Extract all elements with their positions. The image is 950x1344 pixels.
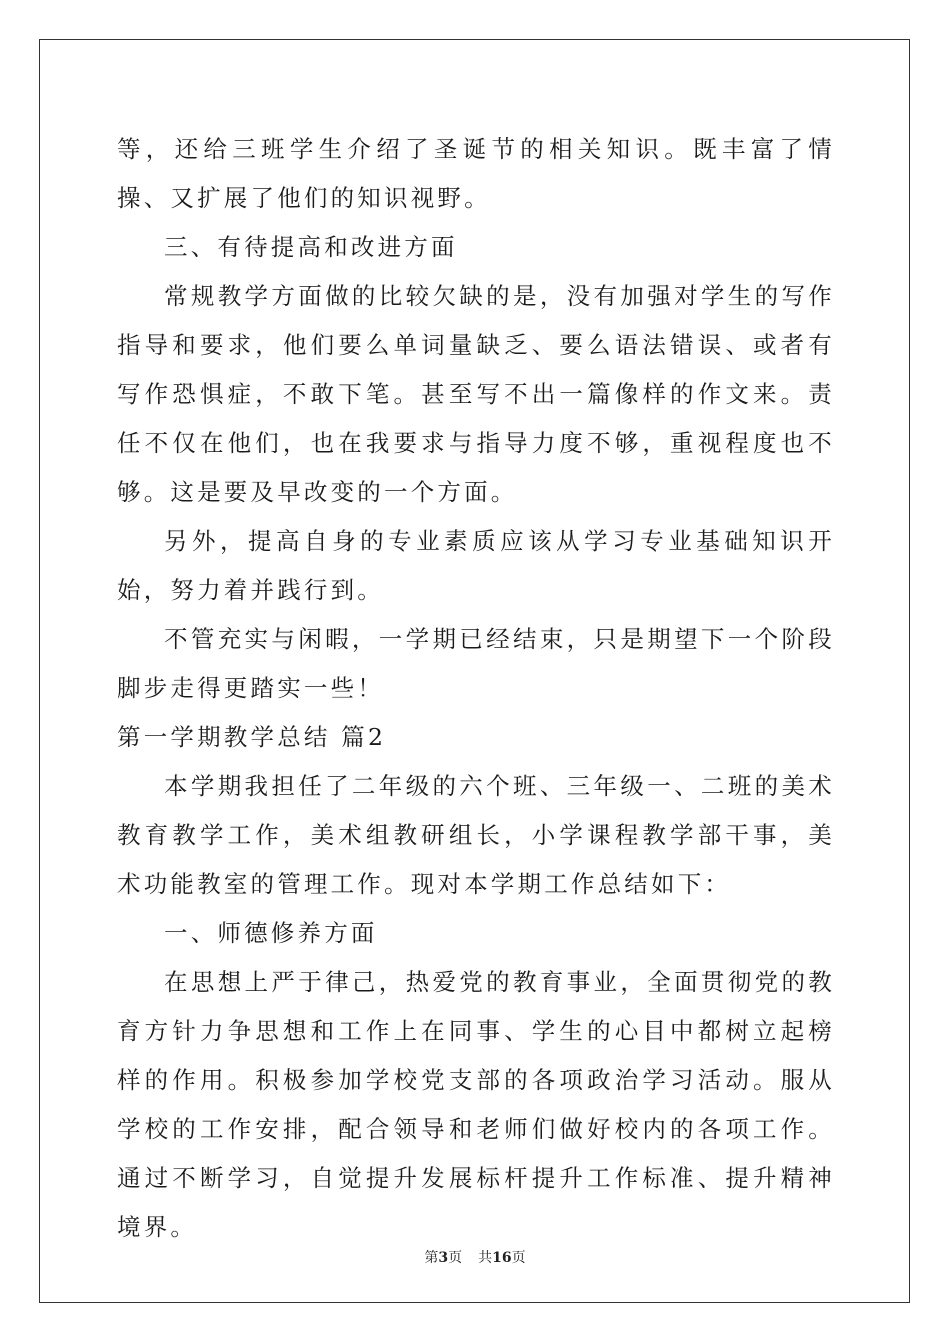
paragraph-writing-guidance: 常规教学方面做的比较欠缺的是，没有加强对学生的写作指导和要求，他们要么单词量缺乏、要么语法错误、或者有写作恐惧症，不敢下笔。甚至写不出一篇像样的作文来。责任不仅在他们，也在我要求与指导力度不够，重视程度也不够。这是要及早改变的一个方面。 — [117, 282, 835, 506]
paragraph-semester-end: 不管充实与闲暇，一学期已经结束，只是期望下一个阶段脚步走得更踏实一些！ — [117, 625, 835, 702]
page-number: 3 — [438, 1250, 449, 1266]
total-suffix: 页 — [511, 1250, 526, 1266]
total-prefix: 共 — [478, 1250, 493, 1266]
paragraph-continuation: 等，还给三班学生介绍了圣诞节的相关知识。既丰富了情操、又扩展了他们的知识视野。 — [117, 135, 835, 212]
page-footer — [0, 1247, 950, 1267]
page-suffix: 页 — [448, 1250, 463, 1266]
page-prefix: 第 — [424, 1250, 439, 1266]
document-body — [117, 125, 835, 1252]
paragraph-professional-quality: 另外，提高自身的专业素质应该从学习专业基础知识开始，努力着并践行到。 — [117, 527, 835, 604]
article-title-part2: 第一学期教学总结 篇2 — [117, 723, 387, 751]
section-heading-ethics: 一、师德修养方面 — [164, 919, 378, 947]
section-heading-improvement: 三、有待提高和改进方面 — [164, 233, 458, 261]
paragraph-duties: 本学期我担任了二年级的六个班、三年级一、二班的美术教育教学工作，美术组教研组长，小学课程教学部干事，美术功能教室的管理工作。现对本学期工作总结如下： — [117, 772, 835, 898]
paragraph-ethics: 在思想上严于律己，热爱党的教育事业，全面贯彻党的教育方针力争思想和工作上在同事、学生的心目中都树立起榜样的作用。积极参加学校党支部的各项政治学习活动。服从学校的工作安排，配合领导和老师们做好校内的各项工作。通过不断学习，自觉提升发展标杆提升工作标准、提升精神境界。 — [117, 968, 835, 1241]
total-pages: 16 — [492, 1250, 512, 1266]
